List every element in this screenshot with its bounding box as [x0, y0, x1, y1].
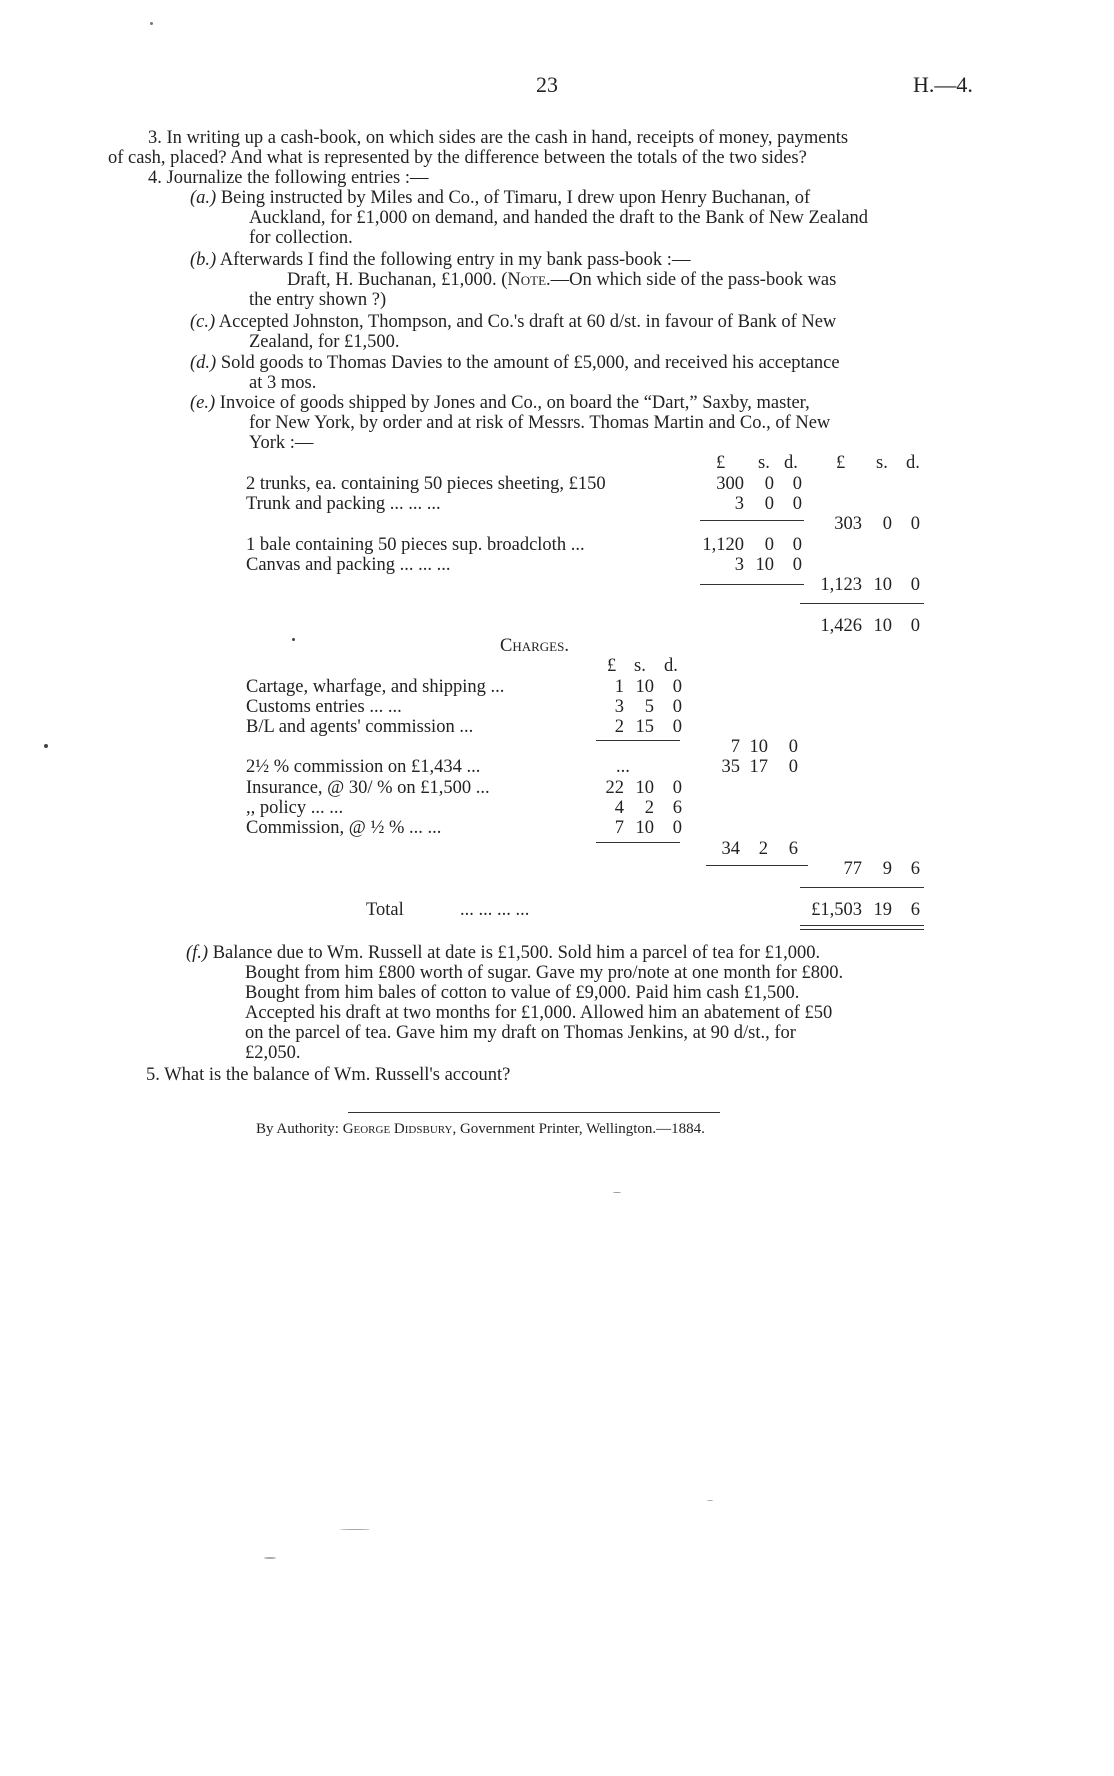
invoice-col2-pence-header: d. — [906, 453, 920, 473]
charges-total-pence: 6 — [910, 859, 920, 879]
entry-c-line-1 — [190, 312, 836, 333]
charges-subtotal-1-pounds: 7 — [730, 737, 740, 757]
imprint-prefix: By Authority: — [256, 1121, 339, 1137]
goods-total-rule — [800, 603, 924, 604]
grand-total-double-rule — [800, 925, 924, 930]
scan-speck — [150, 22, 153, 25]
entry-f-line-1 — [186, 943, 820, 964]
charge-row-5-shillings: 10 — [635, 778, 654, 798]
entry-c-text-1: Accepted Johnston, Thompson, and Co.'s draft at 60 d/st. in favour of Bank of New — [218, 312, 837, 332]
invoice-col1-shillings-header: s. — [758, 453, 770, 473]
entry-a-line-1 — [190, 188, 810, 209]
entry-e-line-3: York :— — [249, 433, 314, 453]
charges-pounds-header: £ — [607, 656, 617, 676]
entry-f-line-5: on the parcel of tea. Gave him my draft on Thomas Jenkins, at 90 d/st., for — [245, 1023, 796, 1043]
charge-row-1-label: Cartage, wharfage, and shipping ... — [246, 677, 505, 697]
charges-heading: Charges. — [500, 636, 569, 656]
charge-row-1-shillings: 10 — [635, 677, 654, 697]
charge-row-5-label: Insurance, @ 30/ % on £1,500 ... — [246, 778, 490, 798]
entry-e-label: (e.) — [190, 393, 216, 413]
entry-e-text-1: Invoice of goods shipped by Jones and Co., on board the “Dart,” Saxby, master, — [219, 393, 810, 413]
invoice-col2-shillings-header: s. — [876, 453, 888, 473]
imprint-suffix: , Government Printer, Wellington.—1884. — [452, 1121, 705, 1137]
goods-subtotal-1-shillings: 0 — [882, 514, 892, 534]
goods-row-3-pounds: 1,120 — [702, 535, 744, 555]
invoice-col1-pence-header: d. — [784, 453, 798, 473]
charge-row-5-pounds: 22 — [605, 778, 624, 798]
imprint-printer-name: George Didsbury — [342, 1121, 453, 1137]
question-4-intro: 4. Journalize the following entries :— — [148, 168, 429, 188]
invoice-col2-pounds-header: £ — [836, 453, 846, 473]
goods-total-pence: 0 — [910, 616, 920, 636]
paper-code: H.—4. — [913, 72, 973, 97]
entry-a-line-3: for collection. — [249, 228, 353, 248]
scan-speck — [340, 1529, 370, 1530]
goods-row-3-pence: 0 — [792, 535, 802, 555]
grand-total-rule-top — [800, 887, 924, 888]
entry-d-line-2: at 3 mos. — [249, 373, 317, 393]
entry-e-line-1 — [190, 393, 810, 414]
charges-subtotal-1-shillings: 10 — [749, 737, 768, 757]
grand-total-shillings: 19 — [873, 900, 892, 920]
grand-total-pounds: £1,503 — [811, 900, 862, 920]
scan-speck — [292, 638, 295, 641]
charge-row-1-pence: 0 — [672, 677, 682, 697]
entry-e-line-2: for New York, by order and at risk of Messrs. Thomas Martin and Co., of New — [249, 413, 831, 433]
charge-row-2-pounds: 3 — [614, 697, 624, 717]
question-3-line-2: of cash, placed? And what is represented by the difference between the totals of the two sides? — [108, 148, 807, 168]
goods-subtotal-1-pounds: 303 — [834, 514, 862, 534]
goods-row-2-shillings: 0 — [764, 494, 774, 514]
charges-subtotal-1-pence: 0 — [788, 737, 798, 757]
goods-row-4-pounds: 3 — [734, 555, 744, 575]
goods-total-pounds: 1,426 — [820, 616, 862, 636]
entry-f-label: (f.) — [186, 943, 209, 963]
charge-row-6-shillings: 2 — [644, 798, 654, 818]
commission-shillings: 17 — [749, 757, 768, 777]
entry-d-label: (d.) — [190, 353, 217, 373]
charge-row-7-label: Commission, @ ½ % ... ... — [246, 818, 442, 838]
charge-row-7-shillings: 10 — [635, 818, 654, 838]
entry-b-note-text: —On which side of the pass-book was — [550, 270, 837, 290]
total-label: Total — [366, 900, 404, 920]
goods-total-shillings: 10 — [873, 616, 892, 636]
charges-subtotal-2-pounds: 34 — [721, 839, 740, 859]
invoice-col1-pounds-header: £ — [716, 453, 726, 473]
entry-f-line-4: Accepted his draft at two months for £1,000. Allowed him an abatement of £50 — [245, 1003, 833, 1023]
scan-speck — [707, 1500, 713, 1501]
goods-row-4-shillings: 10 — [755, 555, 774, 575]
charge-row-6-label: ,, policy ... ... — [246, 798, 344, 818]
goods-row-1-shillings: 0 — [764, 474, 774, 494]
entry-a-label: (a.) — [190, 188, 217, 208]
entry-f-line-6: £2,050. — [245, 1043, 301, 1063]
question-3-line-1: 3. In writing up a cash-book, on which sides are the cash in hand, receipts of money, payments — [148, 128, 849, 148]
goods-row-3-label: 1 bale containing 50 pieces sup. broadcloth ... — [246, 535, 585, 555]
question-5: 5. What is the balance of Wm. Russell's account? — [146, 1065, 511, 1085]
entry-a-line-2: Auckland, for £1,000 on demand, and handed the draft to the Bank of New Zealand — [249, 208, 869, 228]
charge-row-7-pence: 0 — [672, 818, 682, 838]
scan-speck — [264, 1557, 276, 1559]
charge-row-4-label: 2½ % commission on £1,434 ... — [246, 757, 481, 777]
charge-row-2-shillings: 5 — [644, 697, 654, 717]
imprint-rule — [348, 1112, 720, 1113]
charge-row-6-pence: 6 — [672, 798, 682, 818]
goods-row-1-pounds: 300 — [716, 474, 744, 494]
goods-row-4-label: Canvas and packing ... ... ... — [246, 555, 451, 575]
scan-speck — [44, 744, 48, 748]
entry-b-label: (b.) — [190, 250, 217, 270]
goods-row-1-pence: 0 — [792, 474, 802, 494]
charge-row-7-pounds: 7 — [614, 818, 624, 838]
goods-row-3-shillings: 0 — [764, 535, 774, 555]
charge-row-5-pence: 0 — [672, 778, 682, 798]
goods-row-2-pounds: 3 — [734, 494, 744, 514]
commission-pence: 0 — [788, 757, 798, 777]
goods-subtotal-2-pounds: 1,123 — [820, 575, 862, 595]
subtotal-rule-1 — [700, 520, 804, 521]
total-leader-dots: ... ... ... ... — [460, 900, 530, 920]
imprint-line — [256, 1121, 705, 1138]
entry-c-line-2: Zealand, for £1,500. — [249, 332, 400, 352]
charge-row-3-label: B/L and agents' commission ... — [246, 717, 474, 737]
entry-b-note-label: (Note. — [501, 270, 551, 290]
charge-row-3-pence: 0 — [672, 717, 682, 737]
charge-row-2-pence: 0 — [672, 697, 682, 717]
entry-b-line-1 — [190, 250, 690, 271]
entry-b-text-1: Afterwards I find the following entry in my bank pass-book :— — [219, 250, 691, 270]
goods-row-1-label: 2 trunks, ea. containing 50 pieces sheeting, £150 — [246, 474, 606, 494]
scan-speck — [613, 1192, 621, 1193]
charge-row-4-placeholder: ... — [616, 757, 630, 777]
commission-pounds: 35 — [721, 757, 740, 777]
entry-f-line-3: Bought from him bales of cotton to value of £9,000. Paid him cash £1,500. — [245, 983, 800, 1003]
goods-subtotal-2-shillings: 10 — [873, 575, 892, 595]
grand-total-pence: 6 — [910, 900, 920, 920]
charge-row-3-pounds: 2 — [614, 717, 624, 737]
entry-a-text-1: Being instructed by Miles and Co., of Timaru, I drew upon Henry Buchanan, of — [220, 188, 811, 208]
charges-total-rule — [706, 865, 808, 866]
charges-subtotal-2-shillings: 2 — [758, 839, 768, 859]
subtotal-rule-2 — [700, 584, 804, 585]
entry-d-line-1 — [190, 353, 840, 374]
charge-row-3-shillings: 15 — [635, 717, 654, 737]
goods-subtotal-2-pence: 0 — [910, 575, 920, 595]
entry-d-text-1: Sold goods to Thomas Davies to the amount of £5,000, and received his acceptance — [220, 353, 840, 373]
entry-c-label: (c.) — [190, 312, 216, 332]
charges-total-pounds: 77 — [843, 859, 862, 879]
charges-total-shillings: 9 — [882, 859, 892, 879]
charges-subtotal-2-pence: 6 — [788, 839, 798, 859]
charge-row-2-label: Customs entries ... ... — [246, 697, 402, 717]
goods-subtotal-1-pence: 0 — [910, 514, 920, 534]
entry-f-line-2: Bought from him £800 worth of sugar. Gave my pro/note at one month for £800. — [245, 963, 844, 983]
entry-f-text-1: Balance due to Wm. Russell at date is £1,500. Sold him a parcel of tea for £1,000. — [212, 943, 821, 963]
charges-shillings-header: s. — [634, 656, 646, 676]
entry-b-line-2 — [287, 270, 836, 291]
entry-b-line-3: the entry shown ?) — [249, 290, 387, 310]
goods-row-2-pence: 0 — [792, 494, 802, 514]
page-number: 23 — [536, 72, 558, 97]
charges-pence-header: d. — [664, 656, 678, 676]
charge-row-6-pounds: 4 — [614, 798, 624, 818]
goods-row-2-label: Trunk and packing ... ... ... — [246, 494, 441, 514]
goods-row-4-pence: 0 — [792, 555, 802, 575]
entry-b-draft: Draft, H. Buchanan, £1,000. — [287, 270, 497, 290]
charges-rule-1 — [596, 740, 680, 741]
charges-rule-2 — [596, 842, 680, 843]
charge-row-1-pounds: 1 — [614, 677, 624, 697]
